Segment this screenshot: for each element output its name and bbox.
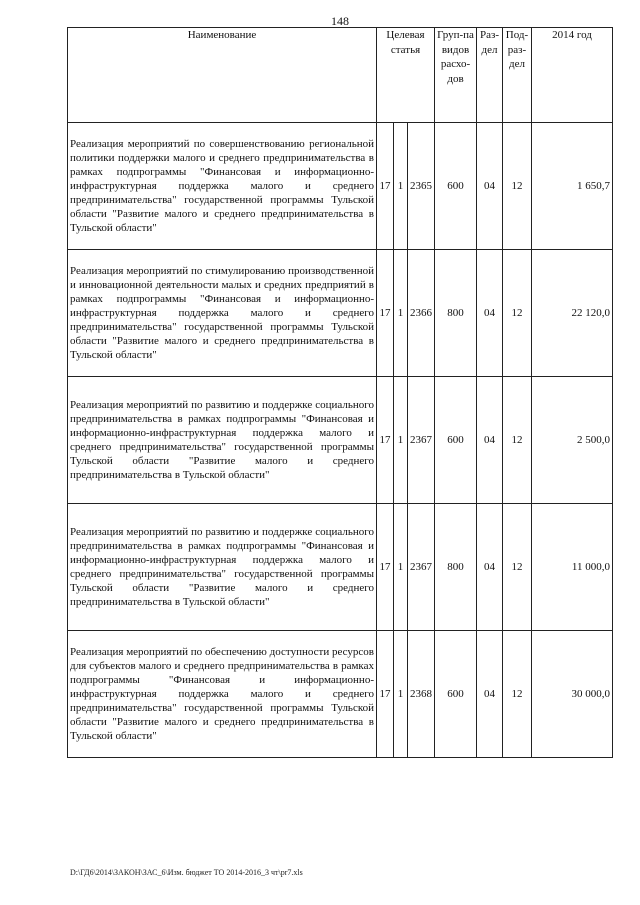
amount-cell: 22 120,0: [532, 250, 613, 377]
header-expense-group: Груп-па видов расхо-дов: [435, 28, 477, 123]
subsection-cell: 12: [503, 377, 532, 504]
subsection-cell: 12: [503, 123, 532, 250]
section-cell: 04: [477, 250, 503, 377]
header-target-article: Целевая статья: [377, 28, 435, 123]
footer-file-path: D:\ГД6\2014\ЗАКОН\ЗАС_6\Изм. бюджет ТО 2014-2016_3 чт\pr7.xls: [70, 868, 303, 877]
target-article-part-1: 17: [377, 631, 394, 758]
section-cell: 04: [477, 123, 503, 250]
target-article-part-3: 2368: [408, 631, 435, 758]
target-article-part-3: 2366: [408, 250, 435, 377]
header-name: Наименование: [68, 28, 377, 123]
expense-group-cell: 600: [435, 123, 477, 250]
subsection-cell: 12: [503, 631, 532, 758]
target-article-part-2: 1: [394, 123, 408, 250]
target-article-part-1: 17: [377, 377, 394, 504]
row-name: Реализация мероприятий по совершенствованию региональной политики поддержки малого и среднего предпринимательства в рамках подпрограммы "Финансовая и информационно-инфраструктурная поддержка малого и среднего предпринимательства" государственной программы Тульской области "Развитие малого и среднего предпринимательства в Тульской области": [68, 123, 377, 250]
header-subsection: Под-раз-дел: [503, 28, 532, 123]
table-row: [68, 250, 613, 377]
amount-cell: 1 650,7: [532, 123, 613, 250]
table-row: [68, 377, 613, 504]
table-row: [68, 123, 613, 250]
target-article-part-3: 2367: [408, 377, 435, 504]
budget-table: [67, 27, 613, 758]
amount-cell: 11 000,0: [532, 504, 613, 631]
target-article-part-2: 1: [394, 250, 408, 377]
row-name: Реализация мероприятий по стимулированию производственной и инновационной деятельности малых и средних предприятий в рамках подпрограммы "Финансовая и информационно-инфраструктурная поддержка малого и среднего предпринимательства" государственной программы Тульской области "Развитие малого и среднего предпринимательства в Тульской области": [68, 250, 377, 377]
table-row: [68, 504, 613, 631]
target-article-part-2: 1: [394, 631, 408, 758]
section-cell: 04: [477, 631, 503, 758]
subsection-cell: 12: [503, 504, 532, 631]
amount-cell: 30 000,0: [532, 631, 613, 758]
row-name: Реализация мероприятий по развитию и поддержке социального предпринимательства в рамках подпрограммы "Финансовая и информационно-инфраструктурная поддержка малого и среднего предпринимательства" государственной программы Тульской области "Развитие малого и среднего предпринимательства в Тульской области": [68, 377, 377, 504]
row-name: Реализация мероприятий по развитию и поддержке социального предпринимательства в рамках подпрограммы "Финансовая и информационно-инфраструктурная поддержка малого и среднего предпринимательства" государственной программы Тульской области "Развитие малого и среднего предпринимательства в Тульской области": [68, 504, 377, 631]
target-article-part-3: 2365: [408, 123, 435, 250]
target-article-part-2: 1: [394, 377, 408, 504]
expense-group-cell: 800: [435, 250, 477, 377]
section-cell: 04: [477, 504, 503, 631]
table-header-row: [68, 28, 613, 123]
page-number: 148: [331, 14, 349, 28]
target-article-part-2: 1: [394, 504, 408, 631]
target-article-part-1: 17: [377, 123, 394, 250]
expense-group-cell: 800: [435, 504, 477, 631]
expense-group-cell: 600: [435, 631, 477, 758]
header-section: Раз-дел: [477, 28, 503, 123]
target-article-part-3: 2367: [408, 504, 435, 631]
row-name: Реализация мероприятий по обеспечению доступности ресурсов для субъектов малого и среднего предпринимательства в рамках подпрограммы "Финансовая и информационно-инфраструктурная поддержка малого и среднего предпринимательства" государственной программы Тульской области "Развитие малого и среднего предпринимательства в Тульской области": [68, 631, 377, 758]
subsection-cell: 12: [503, 250, 532, 377]
target-article-part-1: 17: [377, 250, 394, 377]
target-article-part-1: 17: [377, 504, 394, 631]
header-year-2014: 2014 год: [532, 28, 613, 123]
table-row: [68, 631, 613, 758]
expense-group-cell: 600: [435, 377, 477, 504]
section-cell: 04: [477, 377, 503, 504]
amount-cell: 2 500,0: [532, 377, 613, 504]
